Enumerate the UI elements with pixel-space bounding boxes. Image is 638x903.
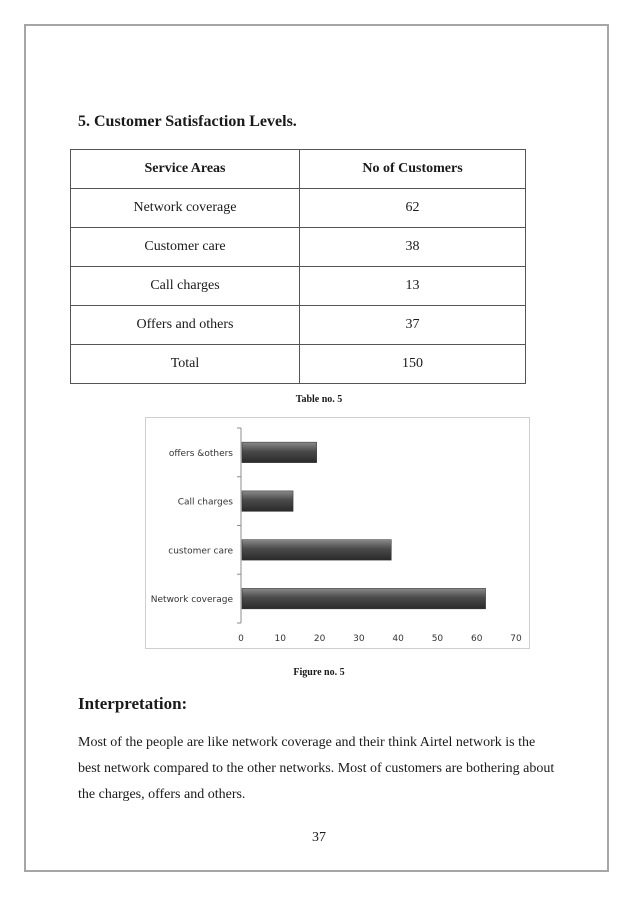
table-row [71,306,526,345]
table-row [71,267,526,306]
x-tick-label: 30 [353,634,365,644]
table-cell: Total [71,345,300,384]
table-row [71,345,526,384]
category-label: Call charges [177,497,233,508]
table-cell: 13 [300,267,526,306]
x-tick-label: 50 [431,634,444,644]
table-cell: Call charges [71,267,300,306]
satisfaction-table [70,149,526,384]
table-row [71,228,526,267]
table-cell: 37 [300,306,526,345]
header-service-areas: Service Areas [71,150,300,189]
bar-chart [145,417,530,649]
table-cell: Network coverage [71,189,300,228]
x-tick-label: 20 [313,634,326,644]
interpretation-text: Most of the people are like network coverage and their think Airtel network is the best network compared to the other networks. Most of customers are bothering about the charges, offers and others. [78,735,555,802]
table-header-row [71,150,526,189]
chart-svg [146,418,531,650]
header-no-of-customers: No of Customers [300,150,526,189]
x-tick-label: 40 [392,634,404,644]
table-cell: 62 [300,189,526,228]
category-label: Network coverage [150,595,233,606]
interpretation-title: Interpretation: [78,694,188,713]
x-tick-label: 60 [470,634,483,644]
page-number: 37 [312,830,326,845]
x-tick-label: 10 [274,634,287,644]
table-cell: 150 [300,345,526,384]
category-label: customer care [168,546,233,557]
table-row [71,189,526,228]
table-cell: 38 [300,228,526,267]
category-label: offers &others [168,448,233,459]
table-caption: Table no. 5 [295,394,343,405]
bar-customer-care [242,540,391,560]
section-title: 5. Customer Satisfaction Levels. [78,113,297,130]
table-cell: Offers and others [71,306,300,345]
bar-call-charges [242,491,293,511]
bar-network-coverage [242,588,486,608]
x-tick-label: 70 [510,634,522,644]
x-tick-label: 0 [238,634,244,644]
bar-offers-others [242,442,317,462]
table-cell: Customer care [71,228,300,267]
figure-caption: Figure no. 5 [293,667,345,678]
